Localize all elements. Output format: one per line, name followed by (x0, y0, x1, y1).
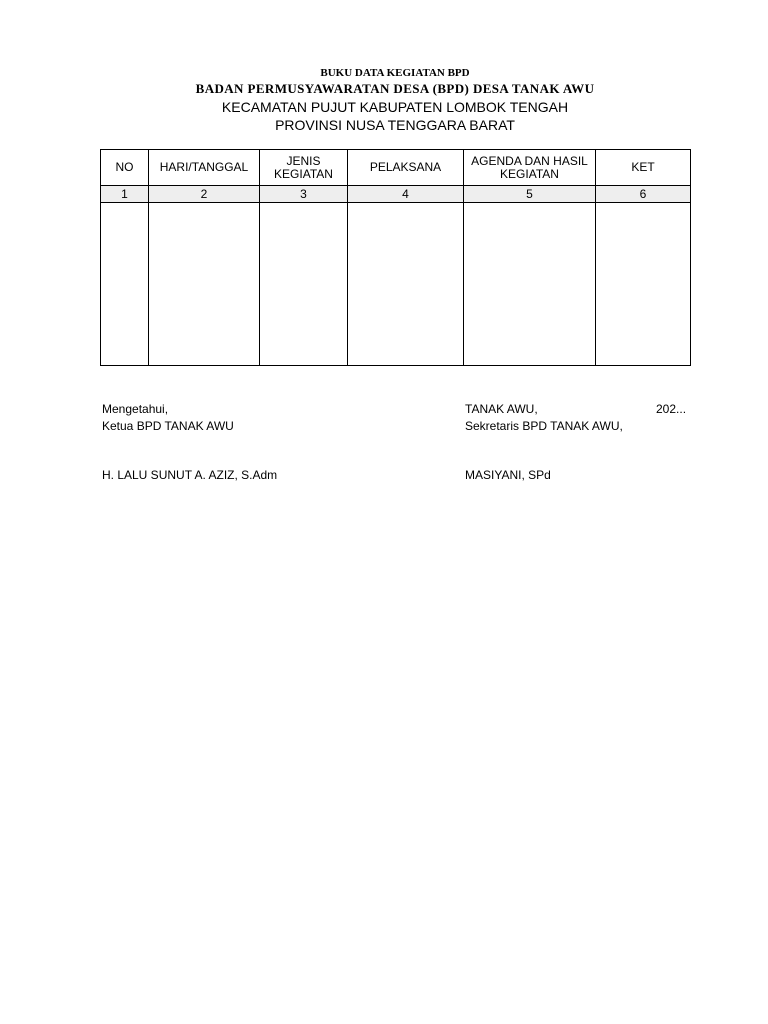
column-number-row (101, 186, 691, 203)
table-cell (464, 203, 596, 366)
column-number: 2 (149, 186, 260, 203)
column-header-no: NO (101, 150, 149, 186)
table-cell (348, 203, 464, 366)
column-number: 5 (464, 186, 596, 203)
signing-place: TANAK AWU, (465, 402, 538, 416)
acknowledged-label: Mengetahui, (102, 402, 169, 416)
column-number: 1 (101, 186, 149, 203)
table-cell (101, 203, 149, 366)
activity-table (100, 149, 691, 366)
table-cell (260, 203, 348, 366)
district-line: KECAMATAN PUJUT KABUPATEN LOMBOK TENGAH (221, 99, 569, 115)
document-title: BUKU DATA KEGIATAN BPD (320, 67, 470, 79)
column-header-agenda: AGENDA DAN HASIL KEGIATAN (464, 150, 596, 186)
chairman-title: Ketua BPD TANAK AWU (102, 419, 234, 433)
table-cell (596, 203, 691, 366)
column-header-hari-tanggal: HARI/TANGGAL (149, 150, 260, 186)
province-line: PROVINSI NUSA TENGGARA BARAT (275, 117, 515, 133)
secretary-name: MASIYANI, SPd (465, 468, 551, 482)
organization-name: BADAN PERMUSYAWARATAN DESA (BPD) DESA TANAK AWU (195, 81, 595, 96)
chairman-name: H. LALU SUNUT A. AZIZ, S.Adm (102, 468, 278, 482)
table-cell (149, 203, 260, 366)
table-row (101, 203, 691, 366)
column-header-jenis-kegiatan: JENIS KEGIATAN (260, 150, 348, 186)
column-number: 3 (260, 186, 348, 203)
column-number: 4 (348, 186, 464, 203)
table-header-row (101, 150, 691, 186)
secretary-title: Sekretaris BPD TANAK AWU, (465, 419, 623, 433)
signing-year: 202... (656, 402, 687, 416)
column-header-ket: KET (596, 150, 691, 186)
column-number: 6 (596, 186, 691, 203)
column-header-pelaksana: PELAKSANA (348, 150, 464, 186)
